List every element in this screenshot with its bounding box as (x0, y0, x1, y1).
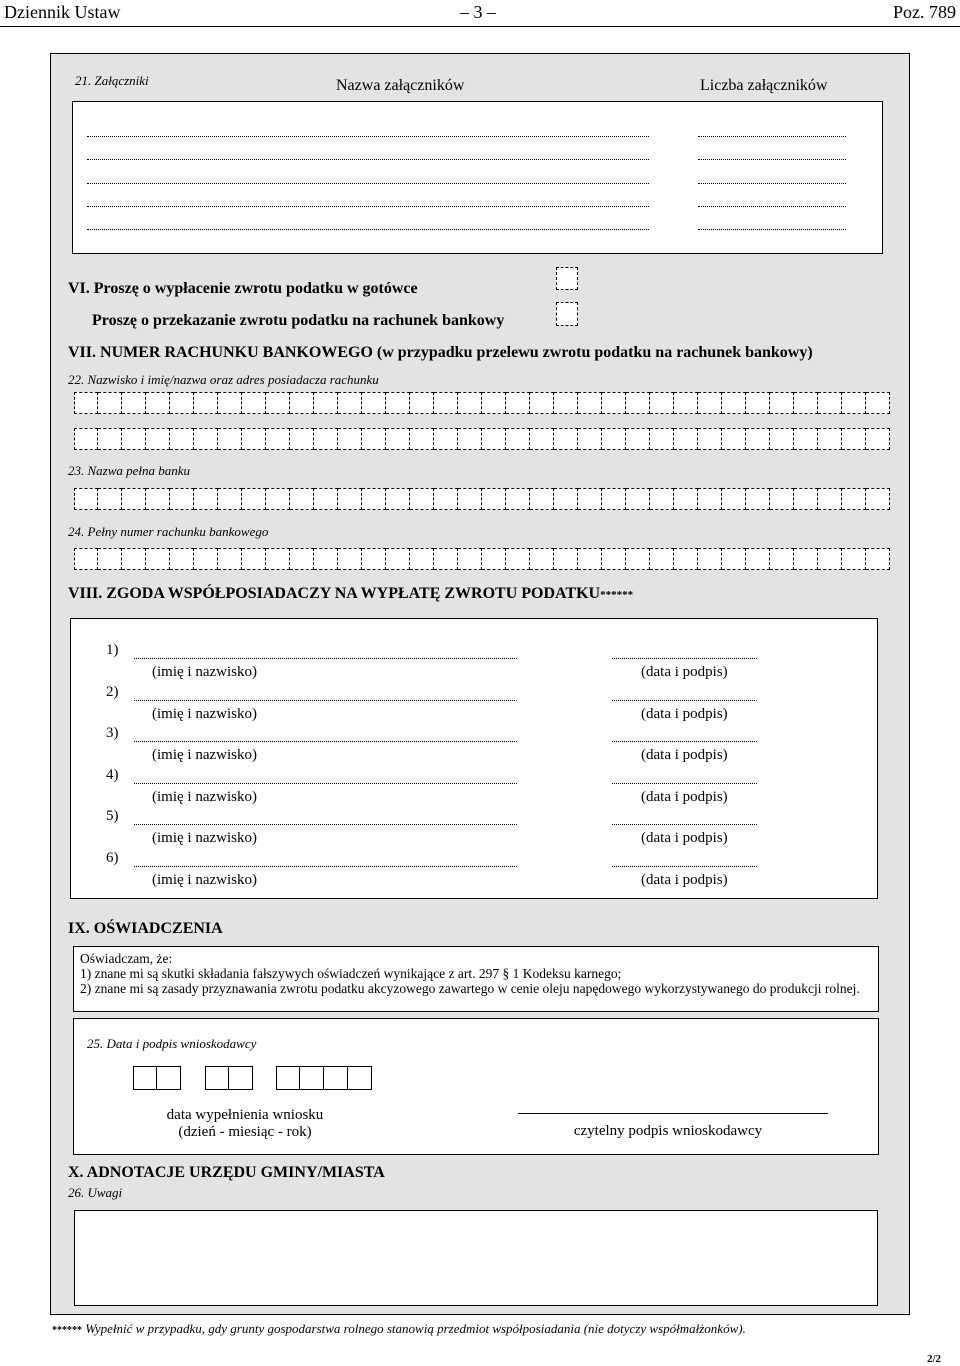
input-cell[interactable] (266, 488, 290, 510)
input-cell[interactable] (554, 428, 578, 450)
input-cell[interactable] (74, 488, 98, 510)
co-owner-name-line[interactable] (134, 783, 517, 784)
input-cell[interactable] (314, 488, 338, 510)
co-owner-sign-caption: (data i podpis) (641, 788, 728, 805)
declaration-box (73, 946, 879, 1012)
date-year-cells[interactable] (276, 1066, 372, 1090)
co-owner-sign-line[interactable] (612, 783, 757, 784)
input-cell[interactable] (362, 548, 386, 570)
signature-caption: czytelny podpis wnioskodawcy (573, 1123, 763, 1139)
input-cell[interactable] (842, 428, 866, 450)
input-cell[interactable] (650, 548, 674, 570)
input-cell[interactable] (866, 488, 890, 510)
input-cell[interactable] (98, 392, 122, 414)
input-cell[interactable] (386, 392, 410, 414)
input-cell[interactable] (818, 392, 842, 414)
declaration-intro: Oświadczam, że: (80, 951, 173, 966)
input-cell[interactable] (722, 392, 746, 414)
input-cell[interactable] (482, 392, 506, 414)
input-cell[interactable] (362, 428, 386, 450)
input-cell[interactable] (194, 488, 218, 510)
co-owner-number: 4) (106, 766, 119, 783)
section-ix-title: IX. OŚWIADCZENIA (68, 920, 223, 937)
input-cell[interactable] (674, 428, 698, 450)
attachment-count-line[interactable] (698, 183, 846, 184)
input-cell[interactable] (290, 428, 314, 450)
position-number: Poz. 789 (893, 2, 956, 22)
field-22-row-2[interactable] (74, 428, 890, 450)
date-caption-line-1: data wypełnienia wniosku (166, 1107, 324, 1123)
input-cell[interactable] (578, 548, 602, 570)
footnote-text: Wypełnić w przypadku, gdy grunty gospodarstwa rolnego stanowią przedmiot współposiadania (nie dotyczy współmałżonków). (85, 1321, 746, 1336)
co-owner-sign-line[interactable] (612, 866, 757, 867)
input-cell[interactable] (866, 548, 890, 570)
attachment-name-line[interactable] (87, 183, 649, 184)
co-owner-number: 6) (106, 849, 119, 866)
option-bank-label: Proszę o przekazanie zwrotu podatku na rachunek bankowy (92, 312, 505, 329)
input-cell[interactable] (410, 488, 434, 510)
input-cell[interactable] (434, 488, 458, 510)
input-cell[interactable] (122, 392, 146, 414)
co-owner-name-line[interactable] (134, 658, 517, 659)
attachments-names-header: Nazwa załączników (336, 77, 465, 94)
input-cell[interactable] (338, 392, 362, 414)
attachment-name-line[interactable] (87, 206, 649, 207)
input-cell[interactable] (74, 428, 98, 450)
option-bank-checkbox[interactable] (556, 302, 578, 326)
date-day-cells[interactable] (133, 1066, 181, 1090)
input-cell[interactable] (818, 548, 842, 570)
option-cash-label: VI. Proszę o wypłacenie zwrotu podatku w gotówce (68, 280, 418, 297)
input-cell[interactable] (554, 548, 578, 570)
co-owner-sign-caption: (data i podpis) (641, 705, 728, 722)
attachments-label: 21. Załączniki (75, 73, 149, 88)
attachment-name-line[interactable] (87, 136, 649, 137)
input-cell[interactable] (722, 428, 746, 450)
input-cell[interactable] (266, 428, 290, 450)
input-cell[interactable] (746, 548, 770, 570)
input-cell[interactable] (386, 548, 410, 570)
input-cell[interactable] (362, 392, 386, 414)
input-cell[interactable] (314, 428, 338, 450)
input-cell[interactable] (314, 548, 338, 570)
input-cell[interactable] (650, 428, 674, 450)
input-cell[interactable] (770, 428, 794, 450)
input-cell[interactable] (338, 428, 362, 450)
co-owner-number: 1) (106, 642, 119, 658)
input-cell[interactable] (530, 392, 554, 414)
input-cell[interactable] (266, 392, 290, 414)
declaration-item-2: 2) znane mi są zasady przyznawania zwrotu podatku akcyzowego zawartego w cenie oleju napędowego wykorzystywanego do produkcji rolnej. (80, 981, 860, 996)
input-cell[interactable] (578, 488, 602, 510)
co-owner-sign-caption: (data i podpis) (641, 664, 728, 680)
input-cell[interactable] (794, 488, 818, 510)
co-owner-name-line[interactable] (134, 866, 517, 867)
input-cell[interactable] (266, 548, 290, 570)
input-cell[interactable] (650, 488, 674, 510)
input-cell[interactable] (386, 488, 410, 510)
input-cell[interactable] (242, 392, 266, 414)
input-cell[interactable] (98, 488, 122, 510)
input-cell[interactable] (626, 548, 650, 570)
input-cell[interactable] (554, 488, 578, 510)
input-cell[interactable] (458, 548, 482, 570)
input-cell[interactable] (506, 488, 530, 510)
declaration-item-1: 1) znane mi są skutki składania fałszywych oświadczeń wynikające z art. 297 § 1 Kodeksu karnego; (80, 966, 622, 981)
input-cell[interactable] (386, 428, 410, 450)
co-owner-name-line[interactable] (134, 741, 517, 742)
input-cell[interactable] (866, 428, 890, 450)
input-cell[interactable] (74, 392, 98, 414)
header-rule (0, 26, 960, 27)
field-24-cells[interactable] (74, 548, 890, 570)
co-owner-name-caption: (imię i nazwisko) (152, 788, 257, 805)
date-caption (140, 1107, 350, 1141)
input-cell[interactable] (698, 428, 722, 450)
input-cell[interactable] (530, 428, 554, 450)
co-owner-sign-caption: (data i podpis) (641, 747, 728, 763)
input-cell[interactable] (218, 548, 242, 570)
input-cell[interactable] (602, 548, 626, 570)
input-cell[interactable] (818, 488, 842, 510)
input-cell[interactable] (794, 428, 818, 450)
co-owner-sign-caption: (data i podpis) (641, 871, 728, 888)
attachment-name-line[interactable] (87, 229, 649, 230)
section-viii-title-text: VIII. ZGODA WSPÓŁPOSIADACZY NA WYPŁATĘ ZWROTU PODATKU (68, 585, 601, 602)
section-x-title: X. ADNOTACJE URZĘDU GMINY/MIASTA (68, 1164, 385, 1181)
input-cell[interactable] (866, 392, 890, 414)
input-cell[interactable] (434, 548, 458, 570)
journal-name: Dziennik Ustaw (4, 2, 121, 22)
co-owner-sign-line[interactable] (612, 658, 757, 659)
input-cell[interactable] (218, 488, 242, 510)
input-cell[interactable] (314, 392, 338, 414)
input-cell[interactable] (722, 488, 746, 510)
input-cell[interactable] (338, 488, 362, 510)
input-cell[interactable] (434, 428, 458, 450)
input-cell[interactable] (122, 428, 146, 450)
input-cell[interactable] (602, 428, 626, 450)
input-cell[interactable] (290, 392, 314, 414)
footnote (52, 1321, 746, 1337)
co-owner-name-caption: (imię i nazwisko) (152, 747, 257, 763)
co-owner-sign-line[interactable] (612, 700, 757, 701)
field-22-label: 22. Nazwisko i imię/nazwa oraz adres posiadacza rachunku (68, 372, 379, 387)
input-cell[interactable] (434, 392, 458, 414)
input-cell[interactable] (626, 428, 650, 450)
field-23-label: 23. Nazwa pełna banku (68, 463, 191, 478)
input-cell[interactable] (146, 392, 170, 414)
field-25-label: 25. Data i podpis wnioskodawcy (87, 1036, 257, 1051)
section-viii-footnote-mark: ****** (600, 589, 634, 601)
attachment-count-line[interactable] (698, 136, 846, 137)
input-cell[interactable] (146, 428, 170, 450)
field-26-label: 26. Uwagi (68, 1185, 123, 1200)
input-cell[interactable] (482, 428, 506, 450)
input-cell[interactable] (722, 548, 746, 570)
footnote-mark: ****** (52, 1325, 82, 1336)
co-owner-name-caption: (imię i nazwisko) (152, 705, 257, 722)
co-owner-number: 2) (106, 683, 119, 700)
page-marker: – 3 – (460, 2, 496, 22)
input-cell[interactable] (818, 428, 842, 450)
input-cell[interactable] (842, 392, 866, 414)
co-owner-name-caption: (imię i nazwisko) (152, 664, 257, 680)
section-vii-title: VII. NUMER RACHUNKU BANKOWEGO (w przypadku przelewu zwrotu podatku na rachunek bankowy) (68, 344, 813, 361)
input-cell[interactable] (242, 488, 266, 510)
attachment-count-line[interactable] (698, 229, 846, 230)
input-cell[interactable] (770, 488, 794, 510)
attachments-count-header: Liczba załączników (700, 77, 828, 94)
input-cell[interactable] (530, 548, 554, 570)
input-cell[interactable] (602, 392, 626, 414)
input-cell[interactable] (194, 392, 218, 414)
input-cell[interactable] (578, 392, 602, 414)
input-cell[interactable] (602, 488, 626, 510)
co-owner-number: 3) (106, 725, 119, 741)
input-cell[interactable] (698, 392, 722, 414)
input-cell[interactable] (218, 392, 242, 414)
input-cell[interactable] (674, 392, 698, 414)
input-cell[interactable] (170, 428, 194, 450)
input-cell[interactable] (770, 548, 794, 570)
date-month-cells[interactable] (205, 1066, 253, 1090)
input-cell[interactable] (458, 488, 482, 510)
input-cell[interactable] (242, 548, 266, 570)
input-cell[interactable] (290, 488, 314, 510)
input-cell[interactable] (842, 548, 866, 570)
input-cell[interactable] (698, 488, 722, 510)
co-owner-name-line[interactable] (134, 700, 517, 701)
co-owner-sign-caption: (data i podpis) (641, 830, 728, 846)
field-22-row-1[interactable] (74, 392, 890, 414)
input-cell[interactable] (410, 392, 434, 414)
input-cell[interactable] (506, 548, 530, 570)
input-cell[interactable] (458, 428, 482, 450)
input-cell[interactable] (554, 392, 578, 414)
attachment-count-line[interactable] (698, 159, 846, 160)
remarks-box[interactable] (74, 1210, 878, 1306)
field-23-cells[interactable] (74, 488, 890, 510)
page-number: 2/2 (927, 1353, 942, 1365)
input-cell[interactable] (170, 488, 194, 510)
input-cell[interactable] (146, 488, 170, 510)
input-cell[interactable] (410, 548, 434, 570)
input-cell[interactable] (170, 392, 194, 414)
signature-line[interactable] (518, 1113, 828, 1114)
input-cell[interactable] (626, 392, 650, 414)
input-cell[interactable] (410, 428, 434, 450)
field-24-label: 24. Pełny numer rachunku bankowego (68, 524, 269, 539)
input-cell[interactable] (506, 428, 530, 450)
input-cell[interactable] (794, 392, 818, 414)
input-cell[interactable] (674, 488, 698, 510)
input-cell[interactable] (482, 548, 506, 570)
input-cell[interactable] (770, 392, 794, 414)
input-cell[interactable] (458, 392, 482, 414)
input-cell[interactable] (506, 392, 530, 414)
input-cell[interactable] (122, 488, 146, 510)
input-cell[interactable] (698, 548, 722, 570)
input-cell[interactable] (626, 488, 650, 510)
input-cell[interactable] (842, 488, 866, 510)
co-owner-name-line[interactable] (134, 824, 517, 825)
input-cell[interactable] (74, 548, 98, 570)
input-cell[interactable] (746, 392, 770, 414)
attachment-name-line[interactable] (87, 159, 649, 160)
attachment-count-line[interactable] (698, 206, 846, 207)
input-cell[interactable] (98, 428, 122, 450)
co-owner-sign-line[interactable] (612, 824, 757, 825)
input-cell[interactable] (290, 548, 314, 570)
input-cell[interactable] (530, 488, 554, 510)
input-cell[interactable] (194, 428, 218, 450)
date-caption-line-2: (dzień - miesiąc - rok) (178, 1124, 312, 1140)
co-owner-name-caption: (imię i nazwisko) (152, 830, 257, 846)
input-cell[interactable] (746, 488, 770, 510)
co-owner-name-caption: (imię i nazwisko) (152, 871, 257, 888)
input-cell[interactable] (482, 488, 506, 510)
input-cell[interactable] (218, 428, 242, 450)
co-owner-number: 5) (106, 808, 119, 824)
co-owner-sign-line[interactable] (612, 741, 757, 742)
input-cell[interactable] (578, 428, 602, 450)
input-cell[interactable] (242, 428, 266, 450)
option-cash-checkbox[interactable] (556, 267, 578, 290)
input-cell[interactable] (794, 548, 818, 570)
input-cell[interactable] (362, 488, 386, 510)
input-cell[interactable] (146, 548, 170, 570)
input-cell[interactable] (674, 548, 698, 570)
input-cell[interactable] (194, 548, 218, 570)
attachments-box (72, 101, 883, 254)
input-cell[interactable] (650, 392, 674, 414)
input-cell[interactable] (746, 428, 770, 450)
section-viii-title (68, 585, 633, 603)
input-cell[interactable] (122, 548, 146, 570)
input-cell[interactable] (338, 548, 362, 570)
input-cell[interactable] (170, 548, 194, 570)
input-cell[interactable] (98, 548, 122, 570)
